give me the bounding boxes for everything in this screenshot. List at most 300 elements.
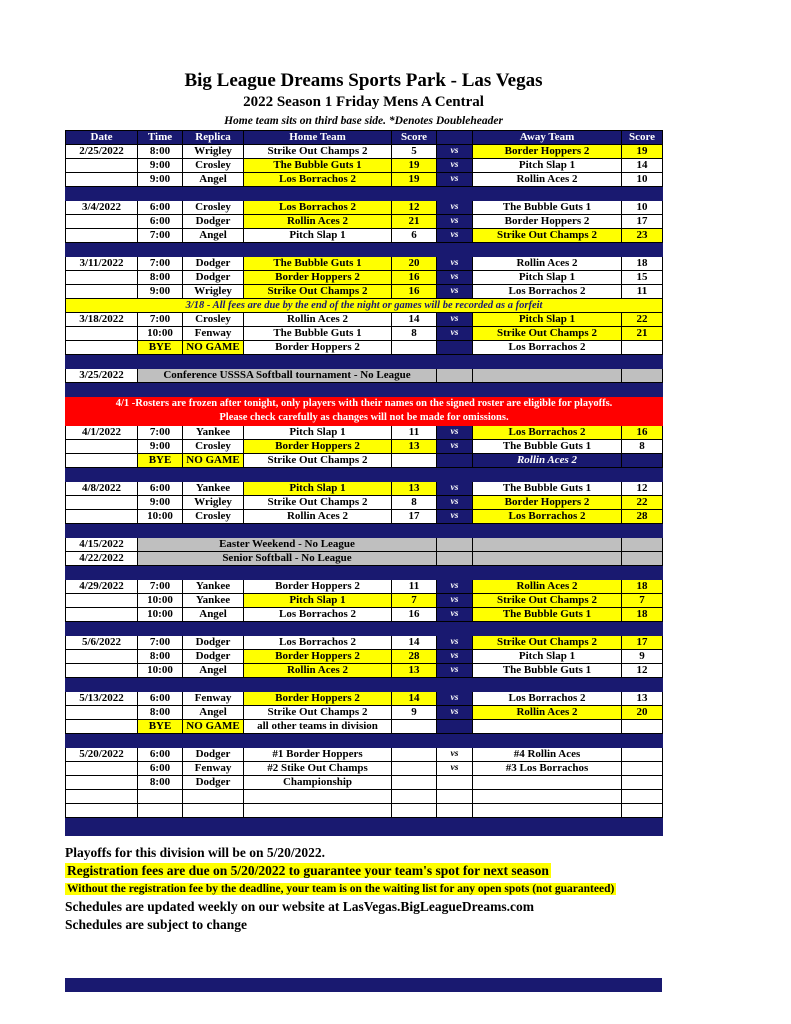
time-cell: 9:00 bbox=[138, 496, 183, 510]
away-team-cell bbox=[473, 804, 622, 818]
home-team-cell: Rollin Aces 2 bbox=[244, 510, 392, 524]
away-score-cell: 28 bbox=[622, 510, 663, 524]
away-team-cell: Los Borrachos 2 bbox=[473, 285, 622, 299]
vs-cell: vs bbox=[437, 229, 473, 243]
time-cell: 8:00 bbox=[138, 271, 183, 285]
away-team-cell: The Bubble Guts 1 bbox=[473, 482, 622, 496]
date-cell bbox=[66, 285, 138, 299]
home-score-cell bbox=[392, 804, 437, 818]
vs-cell: vs bbox=[437, 327, 473, 341]
away-score-cell: 21 bbox=[622, 327, 663, 341]
date-cell: 3/11/2022 bbox=[66, 257, 138, 271]
table-row bbox=[66, 285, 663, 299]
separator-row bbox=[66, 734, 663, 748]
time-cell: 8:00 bbox=[138, 776, 183, 790]
date-cell: 5/20/2022 bbox=[66, 748, 138, 762]
home-team-cell: Rollin Aces 2 bbox=[244, 215, 392, 229]
time-cell: 6:00 bbox=[138, 215, 183, 229]
replica-cell: Yankee bbox=[183, 426, 244, 440]
schedule-table bbox=[65, 130, 663, 836]
time-cell: 7:00 bbox=[138, 636, 183, 650]
home-team-cell bbox=[244, 790, 392, 804]
home-score-cell: 19 bbox=[392, 159, 437, 173]
away-team-cell: Los Borrachos 2 bbox=[473, 426, 622, 440]
time-cell: 6:00 bbox=[138, 762, 183, 776]
replica-cell: Yankee bbox=[183, 482, 244, 496]
vs-cell: vs bbox=[437, 580, 473, 594]
vs-cell: vs bbox=[437, 762, 473, 776]
home-score-cell: 8 bbox=[392, 496, 437, 510]
separator-cell bbox=[66, 734, 663, 748]
date-cell: 4/22/2022 bbox=[66, 552, 138, 566]
time-cell: 7:00 bbox=[138, 229, 183, 243]
event-text-cell: Conference USSSA Softball tournament - No League bbox=[138, 369, 437, 383]
vs-cell: vs bbox=[437, 692, 473, 706]
table-row bbox=[66, 496, 663, 510]
date-cell: 3/25/2022 bbox=[66, 369, 138, 383]
page-title: Big League Dreams Sports Park - Las Vegas bbox=[184, 70, 543, 91]
time-cell bbox=[138, 804, 183, 818]
table-row bbox=[66, 594, 663, 608]
header-cell: Date bbox=[66, 131, 138, 145]
away-team-cell: Pitch Slap 1 bbox=[473, 313, 622, 327]
home-score-cell: 16 bbox=[392, 271, 437, 285]
vs-cell: vs bbox=[437, 201, 473, 215]
vs-cell: vs bbox=[437, 482, 473, 496]
home-score-cell: 19 bbox=[392, 173, 437, 187]
home-score-cell: 28 bbox=[392, 650, 437, 664]
away-team-cell: Los Borrachos 2 bbox=[473, 692, 622, 706]
table-row bbox=[66, 440, 663, 454]
time-cell: 6:00 bbox=[138, 748, 183, 762]
replica-cell: Wrigley bbox=[183, 285, 244, 299]
home-team-cell: all other teams in division bbox=[244, 720, 392, 734]
table-row bbox=[66, 552, 663, 566]
header-cell: Score bbox=[392, 131, 437, 145]
home-team-cell: Border Hoppers 2 bbox=[244, 692, 392, 706]
home-team-cell: Rollin Aces 2 bbox=[244, 313, 392, 327]
replica-cell: Crosley bbox=[183, 510, 244, 524]
home-score-cell bbox=[392, 790, 437, 804]
date-cell bbox=[66, 510, 138, 524]
separator-row bbox=[66, 243, 663, 257]
home-score-cell bbox=[392, 720, 437, 734]
date-cell bbox=[66, 341, 138, 355]
replica-cell bbox=[183, 790, 244, 804]
time-cell: BYE bbox=[138, 341, 183, 355]
replica-cell: Crosley bbox=[183, 159, 244, 173]
date-cell: 2/25/2022 bbox=[66, 145, 138, 159]
table-row bbox=[66, 636, 663, 650]
home-team-cell: #2 Stike Out Champs bbox=[244, 762, 392, 776]
home-team-cell: Pitch Slap 1 bbox=[244, 482, 392, 496]
home-team-cell: Border Hoppers 2 bbox=[244, 650, 392, 664]
replica-cell: Fenway bbox=[183, 762, 244, 776]
replica-cell: NO GAME bbox=[183, 720, 244, 734]
away-team-cell: Pitch Slap 1 bbox=[473, 650, 622, 664]
away-score-cell bbox=[622, 369, 663, 383]
away-team-cell: The Bubble Guts 1 bbox=[473, 664, 622, 678]
separator-row bbox=[66, 355, 663, 369]
time-cell: 7:00 bbox=[138, 313, 183, 327]
away-team-cell: Los Borrachos 2 bbox=[473, 510, 622, 524]
separator-cell bbox=[66, 355, 663, 369]
away-team-cell: Border Hoppers 2 bbox=[473, 496, 622, 510]
away-team-cell bbox=[473, 538, 622, 552]
table-row bbox=[66, 804, 663, 818]
away-score-cell: 14 bbox=[622, 159, 663, 173]
home-score-cell: 11 bbox=[392, 426, 437, 440]
table-row bbox=[66, 580, 663, 594]
date-cell bbox=[66, 159, 138, 173]
table-row bbox=[66, 257, 663, 271]
time-cell: BYE bbox=[138, 720, 183, 734]
registration-note-text: Registration fees are due on 5/20/2022 to guarantee your team's spot for next season bbox=[67, 863, 549, 878]
vs-cell bbox=[437, 804, 473, 818]
away-score-cell: 8 bbox=[622, 440, 663, 454]
separator-row bbox=[66, 566, 663, 580]
date-cell: 4/1/2022 bbox=[66, 426, 138, 440]
header-cell: Time bbox=[138, 131, 183, 145]
vs-cell bbox=[437, 720, 473, 734]
away-team-cell: Rollin Aces 2 bbox=[473, 580, 622, 594]
away-team-cell: Los Borrachos 2 bbox=[473, 341, 622, 355]
date-cell bbox=[66, 215, 138, 229]
vs-cell: vs bbox=[437, 313, 473, 327]
home-team-cell: Los Borrachos 2 bbox=[244, 636, 392, 650]
away-score-cell bbox=[622, 776, 663, 790]
date-cell: 3/18/2022 bbox=[66, 313, 138, 327]
away-team-cell: Rollin Aces 2 bbox=[473, 173, 622, 187]
away-team-cell: Rollin Aces 2 bbox=[473, 257, 622, 271]
away-team-cell: #4 Rollin Aces bbox=[473, 748, 622, 762]
time-cell bbox=[138, 790, 183, 804]
separator-row bbox=[66, 468, 663, 482]
away-score-cell: 23 bbox=[622, 229, 663, 243]
vs-cell: vs bbox=[437, 159, 473, 173]
date-cell: 3/4/2022 bbox=[66, 201, 138, 215]
vs-cell: vs bbox=[437, 440, 473, 454]
time-cell: 7:00 bbox=[138, 426, 183, 440]
time-cell: 9:00 bbox=[138, 285, 183, 299]
away-team-cell: Border Hoppers 2 bbox=[473, 145, 622, 159]
away-score-cell: 20 bbox=[622, 706, 663, 720]
separator-cell bbox=[66, 383, 663, 397]
date-cell bbox=[66, 790, 138, 804]
date-cell: 4/29/2022 bbox=[66, 580, 138, 594]
vs-cell: vs bbox=[437, 285, 473, 299]
home-team-cell: Pitch Slap 1 bbox=[244, 426, 392, 440]
table-row bbox=[66, 159, 663, 173]
date-cell: 5/6/2022 bbox=[66, 636, 138, 650]
date-cell: 4/8/2022 bbox=[66, 482, 138, 496]
table-row bbox=[66, 454, 663, 468]
date-cell: 4/15/2022 bbox=[66, 538, 138, 552]
away-team-cell bbox=[473, 552, 622, 566]
vs-cell: vs bbox=[437, 608, 473, 622]
registration-note bbox=[65, 862, 662, 880]
vs-cell: vs bbox=[437, 650, 473, 664]
vs-cell bbox=[437, 776, 473, 790]
away-score-cell: 11 bbox=[622, 285, 663, 299]
time-cell: 7:00 bbox=[138, 257, 183, 271]
time-cell: 9:00 bbox=[138, 173, 183, 187]
away-score-cell: 19 bbox=[622, 145, 663, 159]
vs-cell bbox=[437, 454, 473, 468]
away-team-cell: Rollin Aces 2 bbox=[473, 454, 622, 468]
separator-cell bbox=[66, 566, 663, 580]
home-team-cell: Pitch Slap 1 bbox=[244, 229, 392, 243]
replica-cell: Angel bbox=[183, 229, 244, 243]
home-team-cell: Strike Out Champs 2 bbox=[244, 496, 392, 510]
replica-cell: Angel bbox=[183, 173, 244, 187]
away-score-cell: 10 bbox=[622, 173, 663, 187]
home-team-cell: #1 Border Hoppers bbox=[244, 748, 392, 762]
time-cell: 8:00 bbox=[138, 145, 183, 159]
date-cell bbox=[66, 271, 138, 285]
table-row bbox=[66, 776, 663, 790]
time-cell: 10:00 bbox=[138, 664, 183, 678]
separator-row bbox=[66, 622, 663, 636]
away-team-cell: Rollin Aces 2 bbox=[473, 706, 622, 720]
home-score-cell bbox=[392, 341, 437, 355]
table-row bbox=[66, 510, 663, 524]
schedule-table-body bbox=[66, 145, 663, 836]
away-score-cell: 13 bbox=[622, 692, 663, 706]
home-score-cell: 14 bbox=[392, 692, 437, 706]
time-cell: 8:00 bbox=[138, 706, 183, 720]
replica-cell: Dodger bbox=[183, 257, 244, 271]
away-score-cell bbox=[622, 790, 663, 804]
vs-cell bbox=[437, 341, 473, 355]
away-team-cell: Strike Out Champs 2 bbox=[473, 229, 622, 243]
away-score-cell bbox=[622, 804, 663, 818]
time-cell: 10:00 bbox=[138, 594, 183, 608]
time-cell: 10:00 bbox=[138, 510, 183, 524]
time-cell: 9:00 bbox=[138, 159, 183, 173]
away-team-cell bbox=[473, 720, 622, 734]
replica-cell: Dodger bbox=[183, 748, 244, 762]
home-score-cell: 20 bbox=[392, 257, 437, 271]
replica-cell: Yankee bbox=[183, 594, 244, 608]
away-score-cell bbox=[622, 720, 663, 734]
away-score-cell: 10 bbox=[622, 201, 663, 215]
time-cell: 10:00 bbox=[138, 327, 183, 341]
vs-cell: vs bbox=[437, 257, 473, 271]
home-score-cell: 5 bbox=[392, 145, 437, 159]
home-team-cell: Strike Out Champs 2 bbox=[244, 454, 392, 468]
date-cell bbox=[66, 496, 138, 510]
home-score-cell: 9 bbox=[392, 706, 437, 720]
table-row bbox=[66, 271, 663, 285]
date-cell bbox=[66, 664, 138, 678]
away-score-cell: 17 bbox=[622, 215, 663, 229]
replica-cell: Dodger bbox=[183, 636, 244, 650]
away-score-cell bbox=[622, 454, 663, 468]
page-subtitle: 2022 Season 1 Friday Mens A Central bbox=[243, 94, 484, 110]
away-score-cell bbox=[622, 748, 663, 762]
vs-cell: vs bbox=[437, 145, 473, 159]
home-team-cell: The Bubble Guts 1 bbox=[244, 327, 392, 341]
vs-cell: vs bbox=[437, 664, 473, 678]
header-cell: Away Team bbox=[473, 131, 622, 145]
table-row bbox=[66, 229, 663, 243]
replica-cell: Angel bbox=[183, 664, 244, 678]
home-team-cell: The Bubble Guts 1 bbox=[244, 257, 392, 271]
time-cell: 8:00 bbox=[138, 650, 183, 664]
vs-cell: vs bbox=[437, 510, 473, 524]
home-score-cell: 16 bbox=[392, 285, 437, 299]
replica-cell bbox=[183, 804, 244, 818]
away-score-cell: 22 bbox=[622, 496, 663, 510]
away-team-cell: The Bubble Guts 1 bbox=[473, 440, 622, 454]
replica-cell: Wrigley bbox=[183, 496, 244, 510]
vs-cell: vs bbox=[437, 706, 473, 720]
event-text-cell: Senior Softball - No League bbox=[138, 552, 437, 566]
away-score-cell bbox=[622, 552, 663, 566]
away-score-cell: 18 bbox=[622, 580, 663, 594]
replica-cell: Fenway bbox=[183, 327, 244, 341]
time-cell: 10:00 bbox=[138, 608, 183, 622]
table-row bbox=[66, 369, 663, 383]
away-score-cell: 12 bbox=[622, 664, 663, 678]
separator-cell bbox=[66, 678, 663, 692]
separator-cell bbox=[66, 818, 663, 836]
replica-cell: Fenway bbox=[183, 692, 244, 706]
away-team-cell: Border Hoppers 2 bbox=[473, 215, 622, 229]
separator-cell bbox=[66, 243, 663, 257]
vs-cell: vs bbox=[437, 426, 473, 440]
table-row bbox=[66, 426, 663, 440]
home-score-cell: 21 bbox=[392, 215, 437, 229]
time-cell: 6:00 bbox=[138, 201, 183, 215]
footer bbox=[65, 844, 662, 992]
home-team-cell: Championship bbox=[244, 776, 392, 790]
home-team-cell: Los Borrachos 2 bbox=[244, 201, 392, 215]
notice-line: Please check carefully as changes will not be made for omissions. bbox=[219, 412, 509, 423]
home-score-cell: 13 bbox=[392, 664, 437, 678]
date-cell bbox=[66, 762, 138, 776]
away-score-cell: 9 bbox=[622, 650, 663, 664]
home-team-cell: Border Hoppers 2 bbox=[244, 341, 392, 355]
time-cell: 7:00 bbox=[138, 580, 183, 594]
home-team-cell bbox=[244, 804, 392, 818]
date-cell bbox=[66, 650, 138, 664]
home-score-cell bbox=[392, 748, 437, 762]
date-cell bbox=[66, 608, 138, 622]
replica-cell: Yankee bbox=[183, 580, 244, 594]
date-cell bbox=[66, 173, 138, 187]
date-cell bbox=[66, 440, 138, 454]
away-team-cell: The Bubble Guts 1 bbox=[473, 608, 622, 622]
away-score-cell bbox=[622, 762, 663, 776]
table-row bbox=[66, 482, 663, 496]
table-row bbox=[66, 299, 663, 313]
event-text-cell: Easter Weekend - No League bbox=[138, 538, 437, 552]
date-cell bbox=[66, 594, 138, 608]
vs-cell: vs bbox=[437, 173, 473, 187]
away-score-cell: 17 bbox=[622, 636, 663, 650]
table-row bbox=[66, 790, 663, 804]
home-score-cell: 8 bbox=[392, 327, 437, 341]
replica-cell: Dodger bbox=[183, 271, 244, 285]
away-score-cell bbox=[622, 341, 663, 355]
home-score-cell bbox=[392, 762, 437, 776]
replica-cell: Angel bbox=[183, 706, 244, 720]
vs-cell: vs bbox=[437, 271, 473, 285]
table-row bbox=[66, 650, 663, 664]
table-row bbox=[66, 692, 663, 706]
date-cell bbox=[66, 720, 138, 734]
home-score-cell: 11 bbox=[392, 580, 437, 594]
replica-cell: Dodger bbox=[183, 650, 244, 664]
schedule-content bbox=[65, 70, 662, 992]
table-row bbox=[66, 720, 663, 734]
replica-cell: Dodger bbox=[183, 776, 244, 790]
home-score-cell: 12 bbox=[392, 201, 437, 215]
table-row bbox=[66, 173, 663, 187]
fees-note-cell: 3/18 - All fees are due by the end of the night or games will be recorded as a forfeit bbox=[66, 299, 663, 313]
home-score-cell: 16 bbox=[392, 608, 437, 622]
replica-cell: Crosley bbox=[183, 440, 244, 454]
home-team-cell: Strike Out Champs 2 bbox=[244, 706, 392, 720]
home-team-cell: Pitch Slap 1 bbox=[244, 594, 392, 608]
home-team-cell: Los Borrachos 2 bbox=[244, 608, 392, 622]
home-team-note: Home team sits on third base side. *Denotes Doubleheader bbox=[224, 115, 503, 127]
separator-row bbox=[66, 678, 663, 692]
date-cell bbox=[66, 229, 138, 243]
vs-cell bbox=[437, 790, 473, 804]
schedule-table-head bbox=[66, 131, 663, 145]
table-row bbox=[66, 313, 663, 327]
away-score-cell: 16 bbox=[622, 426, 663, 440]
table-row bbox=[66, 706, 663, 720]
header-cell: Score bbox=[622, 131, 663, 145]
home-team-cell: Los Borrachos 2 bbox=[244, 173, 392, 187]
vs-cell bbox=[437, 552, 473, 566]
home-score-cell: 14 bbox=[392, 636, 437, 650]
away-team-cell bbox=[473, 369, 622, 383]
away-team-cell: Strike Out Champs 2 bbox=[473, 327, 622, 341]
away-team-cell: Pitch Slap 1 bbox=[473, 159, 622, 173]
replica-cell: Wrigley bbox=[183, 145, 244, 159]
home-team-cell: Border Hoppers 2 bbox=[244, 440, 392, 454]
table-row bbox=[66, 664, 663, 678]
table-row bbox=[66, 608, 663, 622]
home-team-cell: The Bubble Guts 1 bbox=[244, 159, 392, 173]
table-row bbox=[66, 215, 663, 229]
home-score-cell: 14 bbox=[392, 313, 437, 327]
away-score-cell: 7 bbox=[622, 594, 663, 608]
vs-cell: vs bbox=[437, 594, 473, 608]
separator-row bbox=[66, 818, 663, 836]
header-cell: Home Team bbox=[244, 131, 392, 145]
table-row bbox=[66, 341, 663, 355]
home-score-cell: 6 bbox=[392, 229, 437, 243]
away-team-cell bbox=[473, 776, 622, 790]
separator-cell bbox=[66, 524, 663, 538]
away-score-cell: 18 bbox=[622, 608, 663, 622]
table-row bbox=[66, 762, 663, 776]
home-team-cell: Border Hoppers 2 bbox=[244, 580, 392, 594]
time-cell: BYE bbox=[138, 454, 183, 468]
away-team-cell: Pitch Slap 1 bbox=[473, 271, 622, 285]
home-score-cell bbox=[392, 776, 437, 790]
home-score-cell: 17 bbox=[392, 510, 437, 524]
replica-cell: Dodger bbox=[183, 215, 244, 229]
away-score-cell bbox=[622, 538, 663, 552]
separator-row bbox=[66, 187, 663, 201]
